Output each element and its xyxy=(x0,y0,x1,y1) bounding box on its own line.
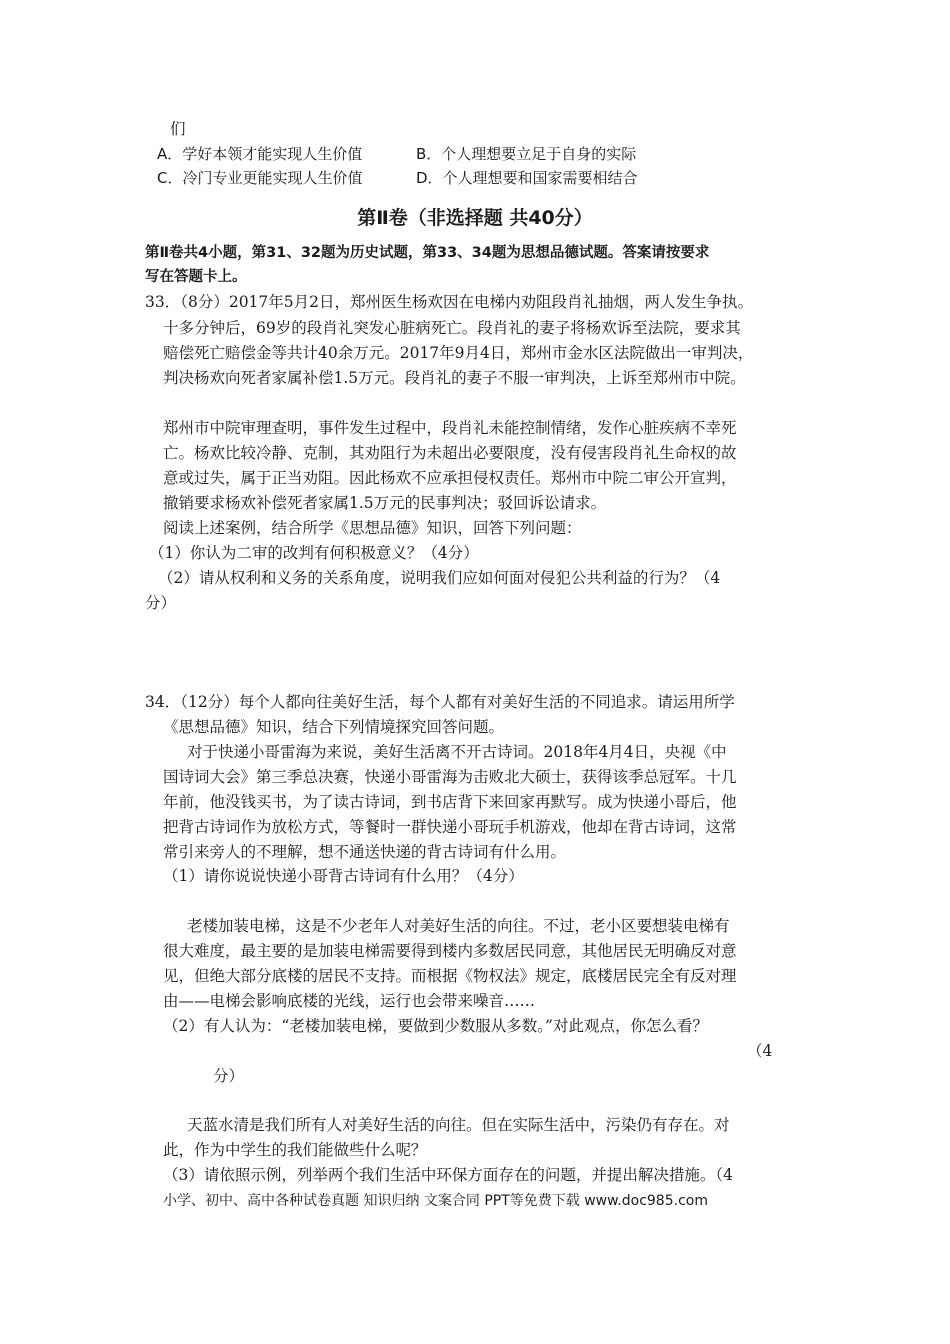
q33-line: 判决杨欢向死者家属补偿1.5万元。段肖礼的妻子不服一审判决，上诉至郑州市中院。 xyxy=(163,369,746,387)
q33-line: 分） xyxy=(145,594,177,612)
q34-line: 把背古诗词作为放松方式，等餐时一群快递小哥玩手机游戏，他却在背古诗词，这常 xyxy=(163,818,737,836)
q34-line: 由——电梯会影响底楼的光线，运行也会带来噪音…… xyxy=(163,992,536,1010)
q34-line: 年前，他没钱买书，为了读古诗词，到书店背下来回家再默写。成为快递小哥后，他 xyxy=(163,793,737,811)
section-instructions-line-2: 写在答题卡上。 xyxy=(145,269,247,285)
q34-score-part: 分） xyxy=(213,1067,245,1085)
q34-line: 常引来旁人的不理解，想不通送快递的背古诗词有什么用。 xyxy=(163,843,567,861)
q33-subquestion-2: （2）请从权利和义务的关系角度，说明我们应如何面对侵犯公共利益的行为？（4 xyxy=(158,569,721,587)
section-title: 第Ⅱ卷（非选择题 共40分） xyxy=(357,207,593,229)
q33-line: 郑州市中院审理查明，事件发生过程中，段肖礼未能控制情绪，发作心脏疾病不幸死 xyxy=(163,419,737,437)
q33-line: 十多分钟后，69岁的段肖礼突发心脏病死亡。段肖礼的妻子将杨欢诉至法院，要求其 xyxy=(163,319,741,337)
q34-score-part: （4 xyxy=(747,1042,773,1060)
q33-subquestion-1: （1）你认为二审的改判有何积极意义？（4分） xyxy=(149,544,479,562)
option-b: B．个人理想要立足于自身的实际 xyxy=(416,145,637,163)
q34-subquestion-3: （3）请依照示例，列举两个我们生活中环保方面存在的问题，并提出解决措施。（4 xyxy=(163,1166,733,1184)
q34-line: 国诗词大会》第三季总决赛，快递小哥雷海为击败北大硕士，获得该季总冠军。十几 xyxy=(163,768,737,786)
option-a: A．学好本领才能实现人生价值 xyxy=(157,145,363,163)
section-instructions-line-1: 第Ⅱ卷共4小题，第31、32题为历史试题，第33、34题为思想品德试题。答案请按要求 xyxy=(145,245,710,261)
q34-subquestion-2: （2）有人认为：“老楼加装电梯，要做到少数服从多数。”对此观点，你怎么看？ xyxy=(163,1017,708,1035)
q34-line: 见，但绝大部分底楼的居民不支持。而根据《物权法》规定，底楼居民完全有反对理 xyxy=(163,967,737,985)
q33-line: 赔偿死亡赔偿金等共计40余万元。2017年9月4日，郑州市金水区法院做出一审判决， xyxy=(163,344,754,362)
q34-line: 对于快递小哥雷海为来说，美好生活离不开古诗词。2018年4月4日，央视《中 xyxy=(187,743,727,761)
option-d: D．个人理想要和国家需要相结合 xyxy=(416,169,638,187)
q34-line: 天蓝水清是我们所有人对美好生活的向往。但在实际生活中，污染仍有存在。对 xyxy=(187,1116,730,1134)
question-continuation: 们 xyxy=(170,120,186,138)
option-c: C．冷门专业更能实现人生价值 xyxy=(157,169,363,187)
q33-line: 撤销要求杨欢补偿死者家属1.5万元的民事判决；驳回诉讼请求。 xyxy=(163,494,607,512)
q34-line: 老楼加装电梯，这是不少老年人对美好生活的向往。不过，老小区要想装电梯有 xyxy=(187,917,730,935)
q34-line: 很大难度，最主要的是加装电梯需要得到楼内多数居民同意，其他居民无明确反对意 xyxy=(163,942,737,960)
q33-line: 33．（8分）2017年5月2日，郑州医生杨欢因在电梯内劝阻段肖礼抽烟，两人发生争执。 xyxy=(145,293,754,311)
q33-line: 意或过失，属于正当劝阻。因此杨欢不应承担侵权责任。郑州市中院二审公开宣判， xyxy=(163,469,737,487)
q33-line: 阅读上述案例，结合所学《思想品德》知识，回答下列问题： xyxy=(163,519,582,537)
q34-line: 《思想品德》知识，结合下列情境探究回答问题。 xyxy=(163,718,505,736)
q34-subquestion-1: （1）请你说说快递小哥背古诗词有什么用？（4分） xyxy=(163,867,524,885)
q34-line: 此，作为中学生的我们能做些什么呢？ xyxy=(163,1141,427,1159)
footer-text: 小学、初中、高中各种试卷真题 知识归纳 文案合同 PPT等免费下载 www.doc985.com xyxy=(163,1193,708,1209)
q33-line: 亡。杨欢比较冷静、克制，其劝阻行为未超出必要限度，没有侵害段肖礼生命权的故 xyxy=(163,444,737,462)
q34-line: 34．（12分）每个人都向往美好生活，每个人都有对美好生活的不同追求。请运用所学 xyxy=(145,693,735,711)
